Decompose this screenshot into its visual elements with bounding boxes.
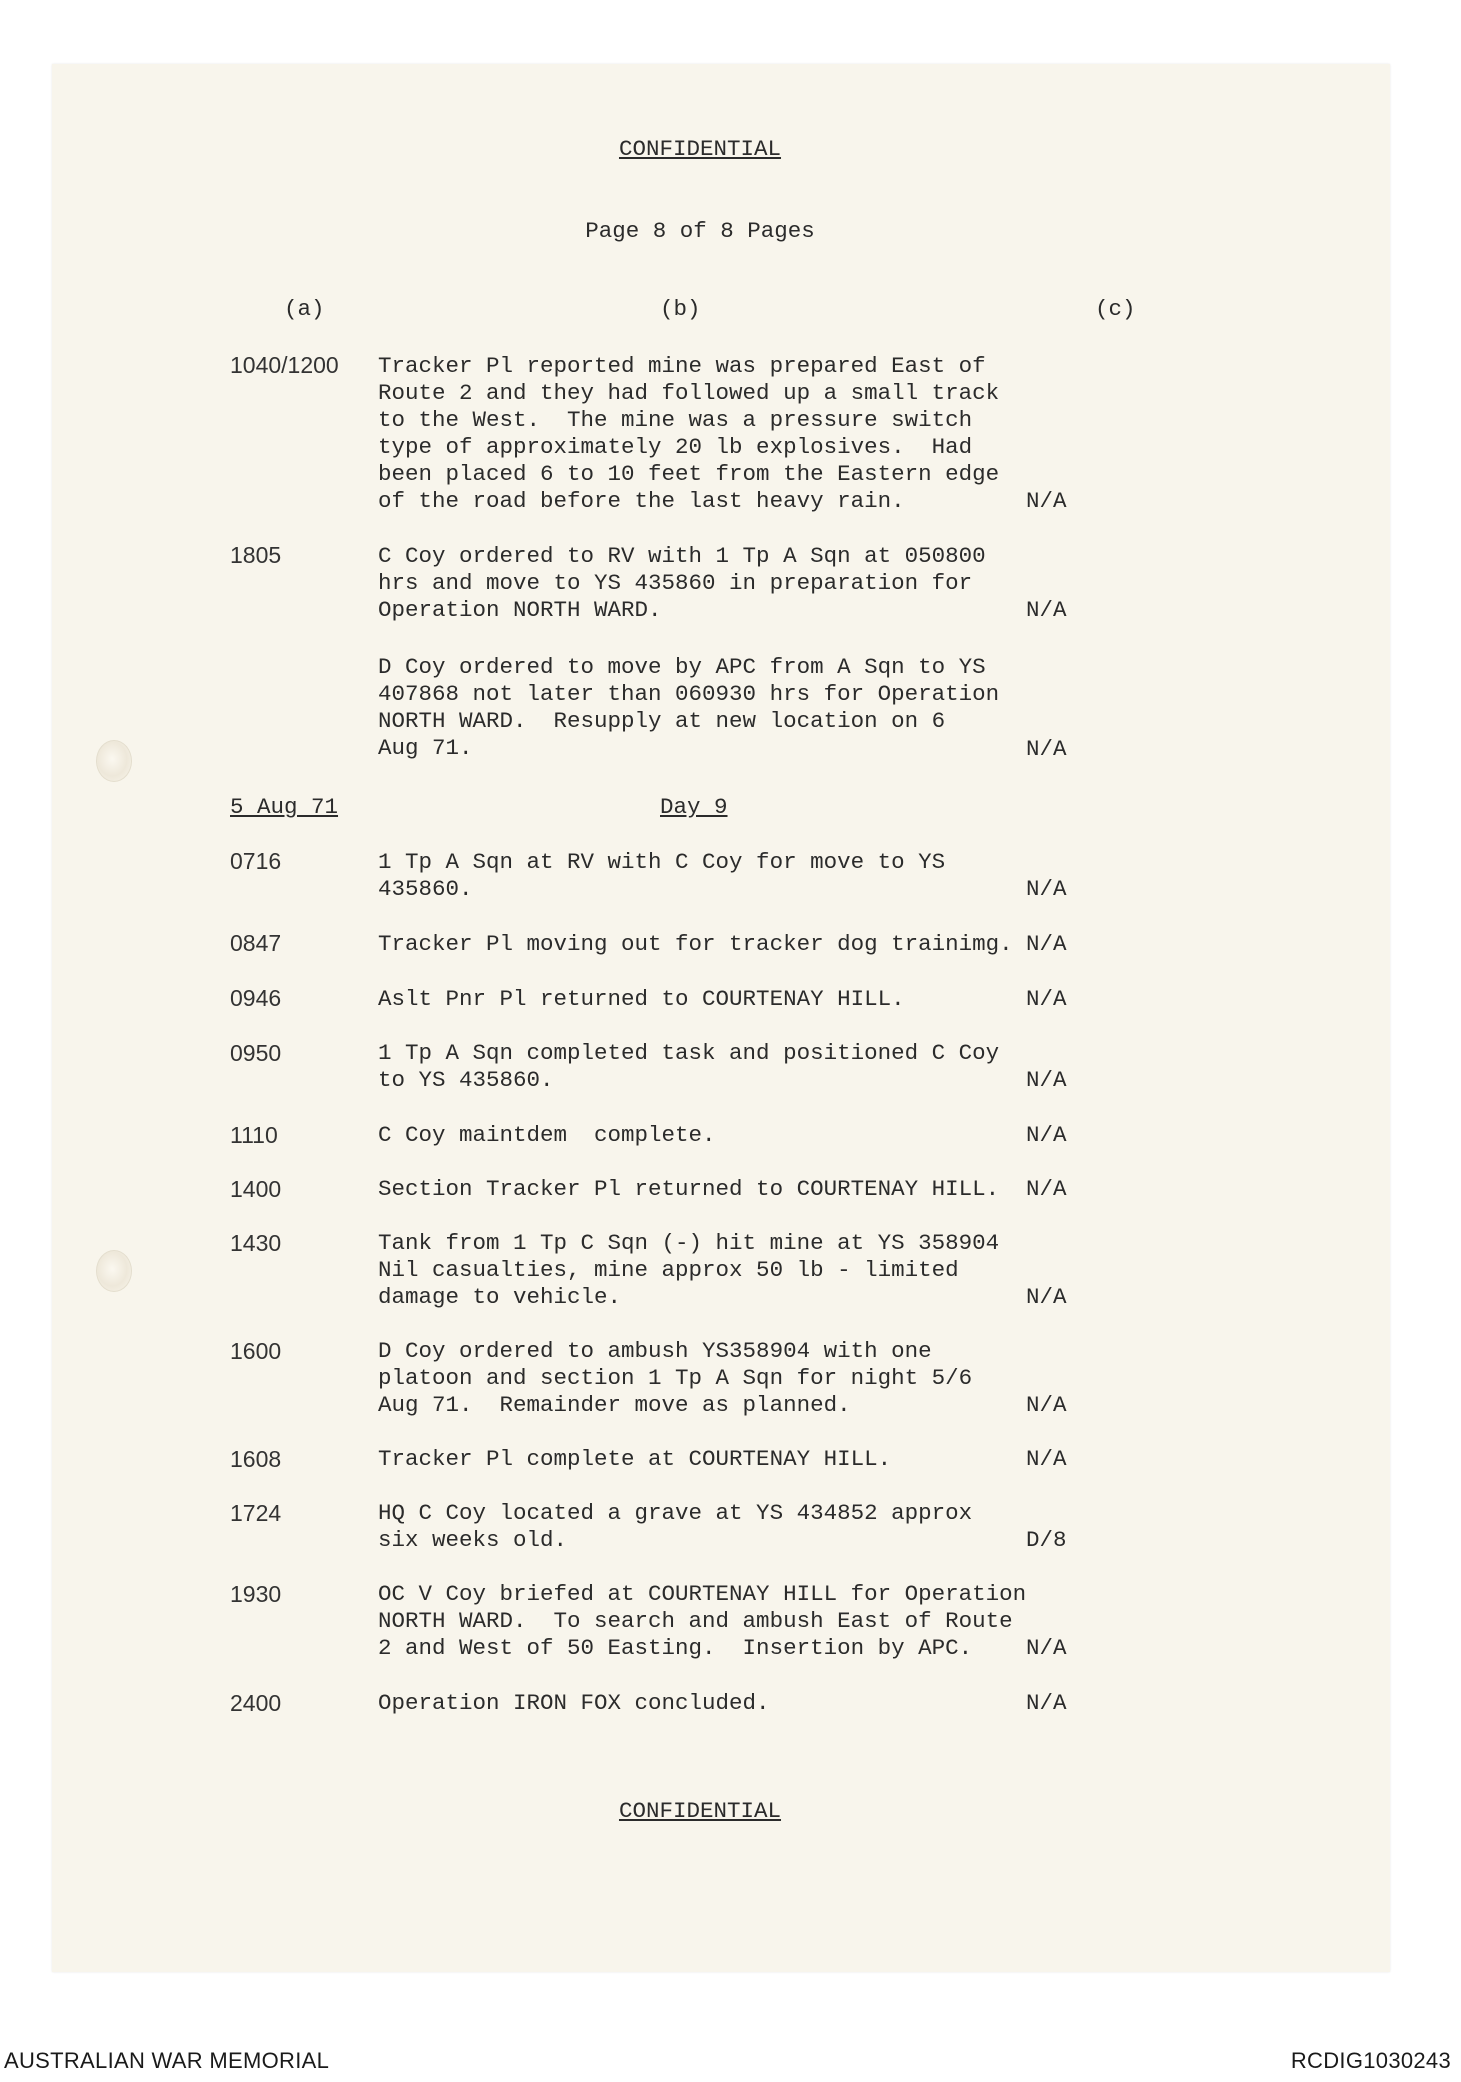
entry-time: 0847: [230, 930, 282, 956]
entry-reference: N/A: [1026, 1635, 1067, 1661]
entry-time: 1805: [230, 542, 282, 568]
entry-text: C Coy maintdem complete.: [378, 1122, 716, 1148]
entry-text: 1 Tp A Sqn at RV with C Coy for move to YS 435860.: [378, 849, 946, 902]
entry-time: 1724: [230, 1500, 282, 1526]
entry-reference: N/A: [1026, 736, 1067, 762]
entry-time: 1930: [230, 1581, 282, 1607]
column-b-header: (b): [660, 296, 701, 322]
entry-reference: N/A: [1026, 1067, 1067, 1093]
entry-text: D Coy ordered to move by APC from A Sqn to YS 407868 not later than 060930 hrs for Operation NORTH WARD. Resupply at new location on 6 Aug 71.: [378, 654, 1000, 761]
entry-reference: N/A: [1026, 488, 1067, 514]
entry-time: 0946: [230, 985, 282, 1011]
entry-text: Tracker Pl moving out for tracker dog trainimg.: [378, 931, 1013, 957]
column-c-header: (c): [1095, 296, 1136, 322]
entry-reference: N/A: [1026, 1284, 1067, 1310]
entry-text: Aslt Pnr Pl returned to COURTENAY HILL.: [378, 986, 905, 1012]
entry-text: Tracker Pl reported mine was prepared East of Route 2 and they had followed up a small track to the West. The mine was a pressure switch type of approximately 20 lb explosives. Had been placed 6 to 10 feet from the Eastern edge of the road before the last heavy rain.: [378, 353, 1000, 514]
entry-reference: N/A: [1026, 1122, 1067, 1148]
header-classification: CONFIDENTIAL: [618, 136, 782, 162]
entry-reference: N/A: [1026, 1176, 1067, 1202]
entry-text: Tank from 1 Tp C Sqn (-) hit mine at YS 358904 Nil casualties, mine approx 50 lb - limited damage to vehicle.: [378, 1230, 1000, 1310]
entry-time: 1110: [230, 1122, 278, 1148]
entry-time: 1430: [230, 1230, 282, 1256]
entry-reference: N/A: [1026, 876, 1067, 902]
document-page: [52, 64, 1390, 1972]
entry-time: 1608: [230, 1446, 282, 1472]
day-label: Day 9: [660, 794, 728, 820]
archive-reference: RCDIG1030243: [1290, 2048, 1451, 2073]
day-date: 5 Aug 71: [230, 794, 339, 820]
entry-time: 0950: [230, 1040, 282, 1066]
entry-text: 1 Tp A Sqn completed task and positioned C Coy to YS 435860.: [378, 1040, 1000, 1093]
entry-time: 1600: [230, 1338, 282, 1364]
entry-text: HQ C Coy located a grave at YS 434852 approx six weeks old.: [378, 1500, 973, 1553]
entry-text: Tracker Pl complete at COURTENAY HILL.: [378, 1446, 892, 1472]
punch-hole-lower: [96, 1250, 132, 1292]
page-info: Page 8 of 8 Pages: [585, 218, 815, 244]
entry-reference: N/A: [1026, 931, 1067, 957]
entry-reference: D/8: [1026, 1527, 1067, 1553]
entry-time: 0716: [230, 848, 282, 874]
entry-time: 1040/1200: [230, 352, 339, 378]
entry-time: 2400: [230, 1690, 282, 1716]
entry-text: D Coy ordered to ambush YS358904 with one platoon and section 1 Tp A Sqn for night 5/6 Aug 71. Remainder move as planned.: [378, 1338, 973, 1418]
entry-reference: N/A: [1026, 1690, 1067, 1716]
entry-text: OC V Coy briefed at COURTENAY HILL for Operation NORTH WARD. To search and ambush East of Route 2 and West of 50 Easting. Insertion by APC.: [378, 1581, 1027, 1661]
archive-institution: AUSTRALIAN WAR MEMORIAL: [4, 2048, 330, 2073]
entry-reference: N/A: [1026, 986, 1067, 1012]
entry-text: Operation IRON FOX concluded.: [378, 1690, 770, 1716]
entry-reference: N/A: [1026, 597, 1067, 623]
entry-text: Section Tracker Pl returned to COURTENAY HILL.: [378, 1176, 1000, 1202]
entry-time: 1400: [230, 1176, 282, 1202]
footer-classification: CONFIDENTIAL: [618, 1798, 782, 1824]
entry-reference: N/A: [1026, 1446, 1067, 1472]
entry-text: C Coy ordered to RV with 1 Tp A Sqn at 050800 hrs and move to YS 435860 in preparation for Operation NORTH WARD.: [378, 543, 986, 623]
entry-reference: N/A: [1026, 1392, 1067, 1418]
punch-hole-upper: [96, 740, 132, 782]
column-a-header: (a): [284, 296, 325, 322]
